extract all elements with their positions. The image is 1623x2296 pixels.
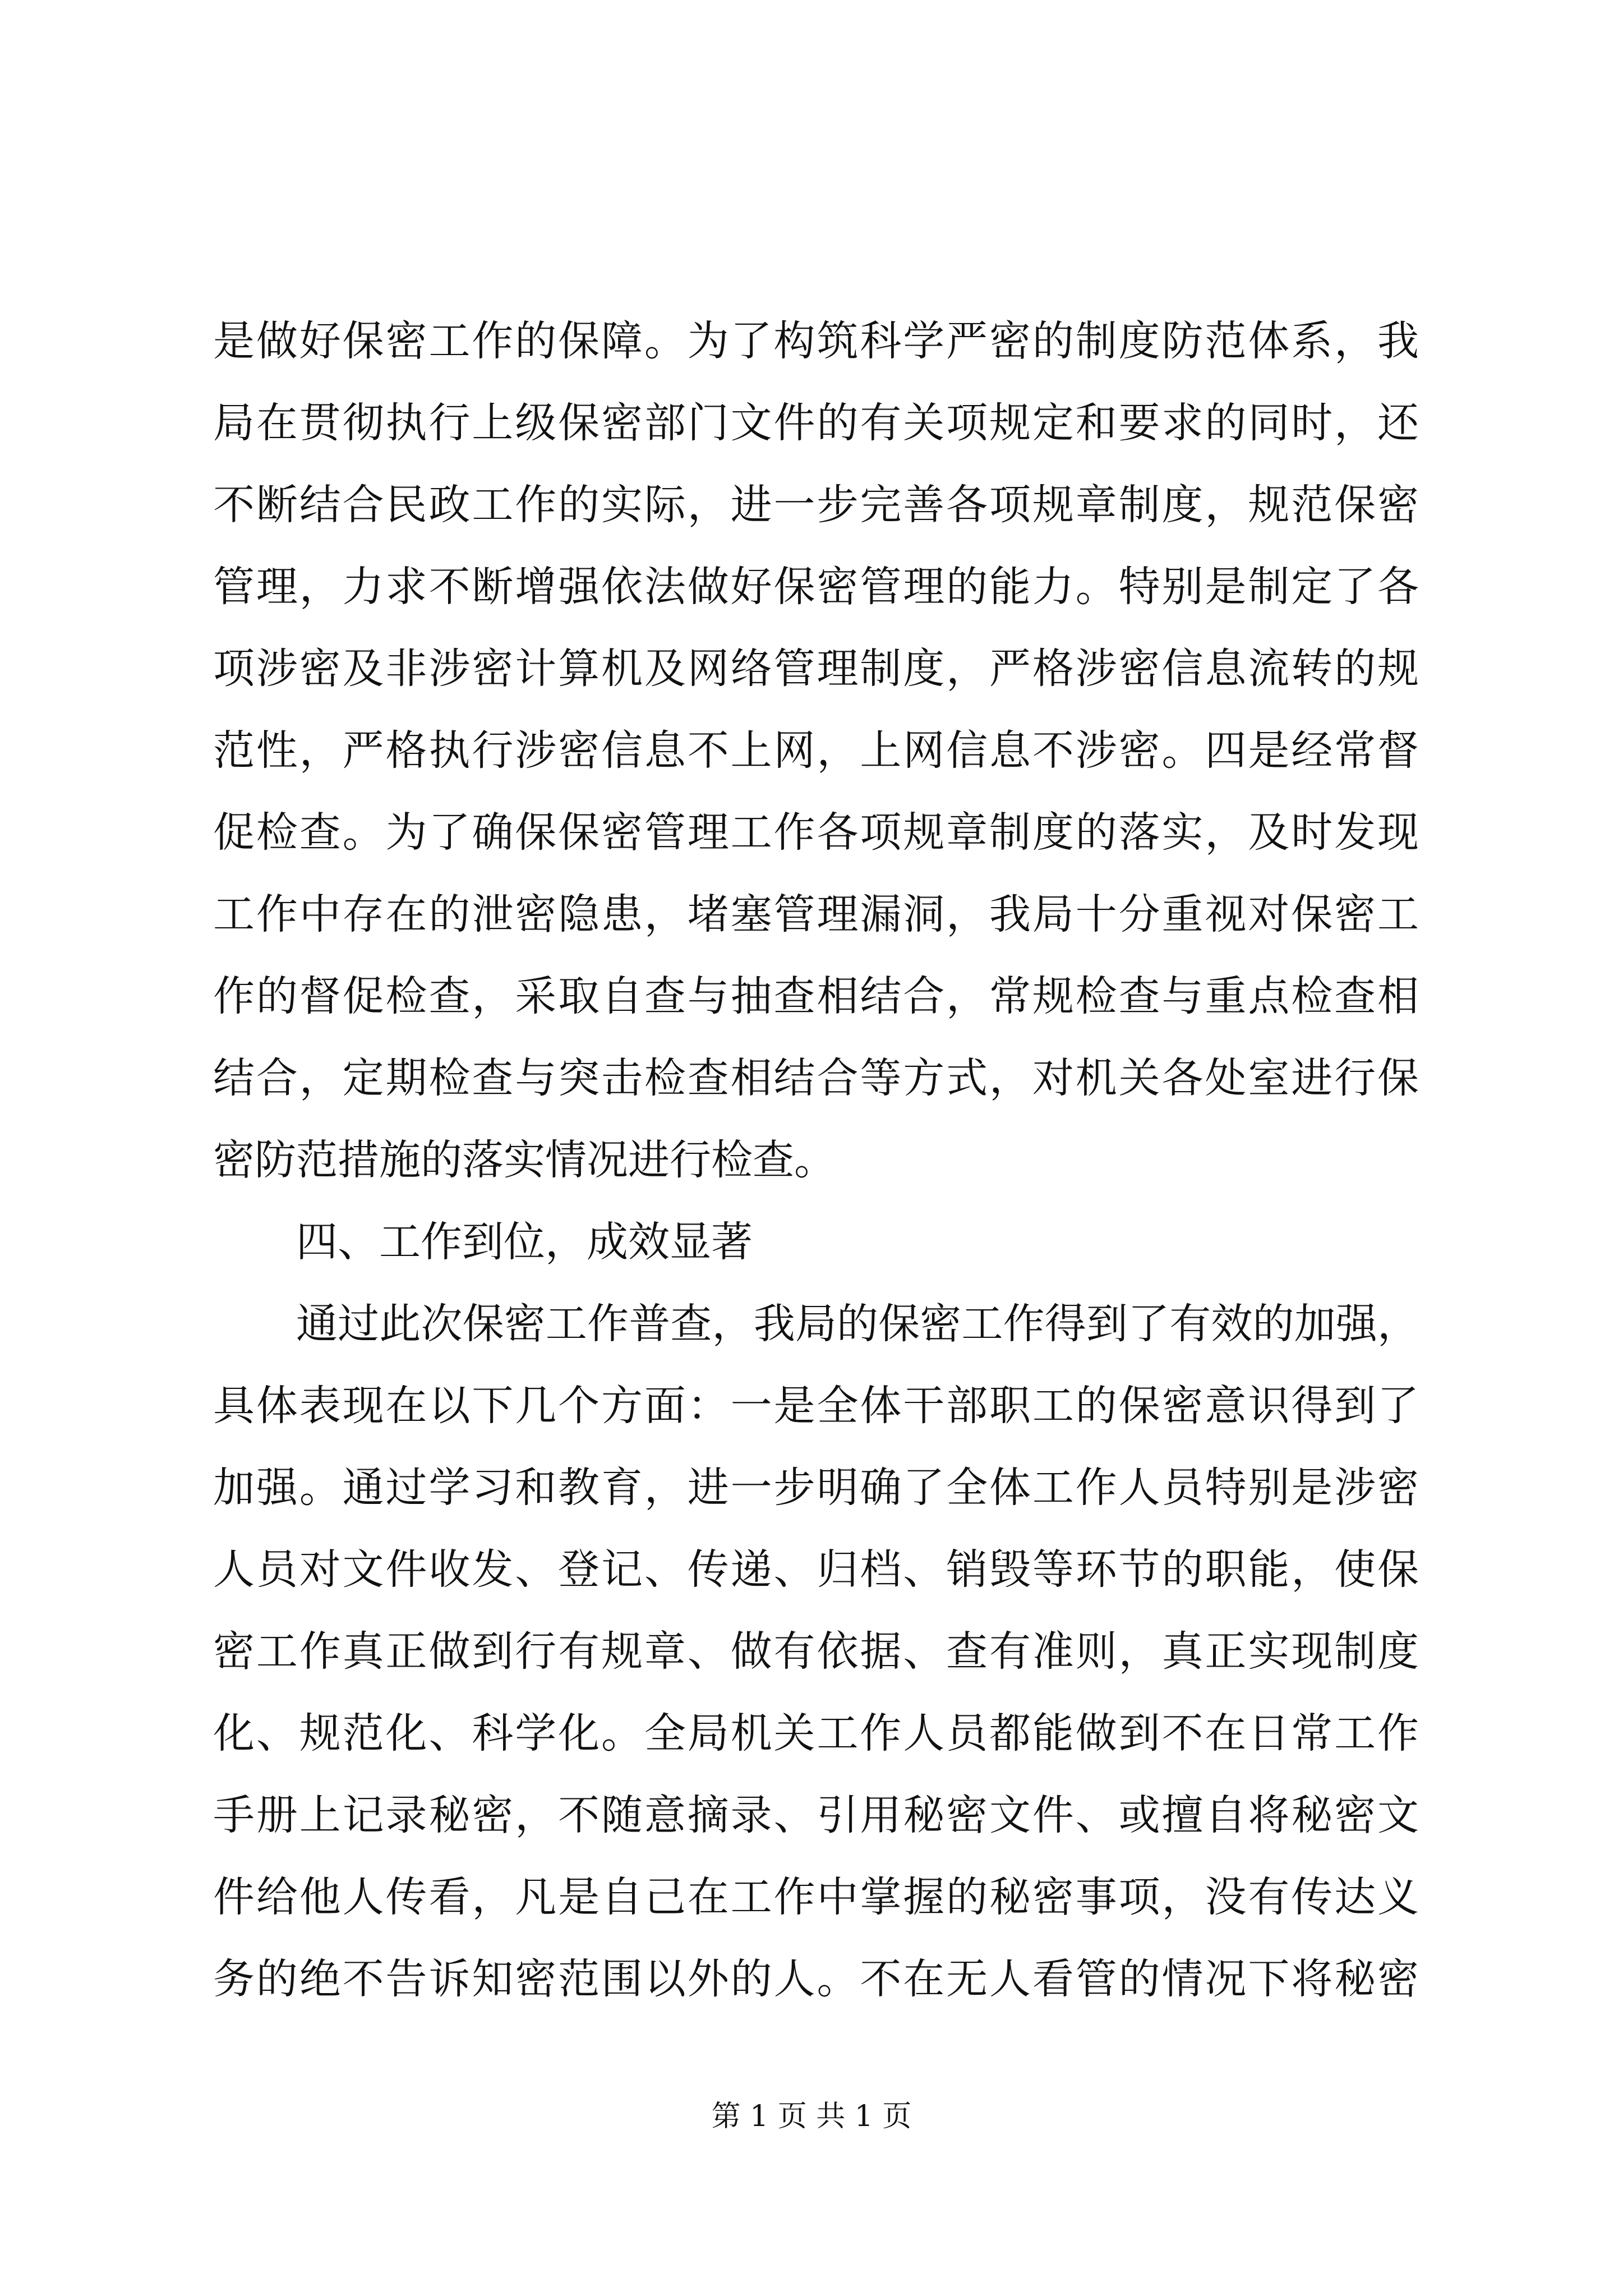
text-line: 作的督促检查，采取自查与抽查相结合，常规检查与重点检查相 [213, 972, 1419, 1020]
section-heading: 四、工作到位，成效显著 [296, 1218, 753, 1266]
text-line: 加强。通过学习和教育，进一步明确了全体工作人员特别是涉密 [213, 1464, 1419, 1512]
text-line: 是做好保密工作的保障。为了构筑科学严密的制度防范体系，我 [213, 317, 1419, 365]
text-line: 结合，定期检查与突击检查相结合等方式，对机关各处室进行保 [213, 1054, 1419, 1102]
text-line: 促检查。为了确保保密管理工作各项规章制度的落实，及时发现 [213, 808, 1419, 857]
text-line: 密工作真正做到行有规章、做有依据、查有准则，真正实现制度 [213, 1627, 1419, 1676]
text-line: 范性，严格执行涉密信息不上网，上网信息不涉密。四是经常督 [213, 726, 1419, 775]
text-line: 管理，力求不断增强依法做好保密管理的能力。特别是制定了各 [213, 563, 1419, 611]
text-line: 不断结合民政工作的实际，进一步完善各项规章制度，规范保密 [213, 481, 1419, 529]
document-body [213, 300, 1419, 2020]
text-line: 局在贯彻执行上级保密部门文件的有关项规定和要求的同时，还 [213, 399, 1419, 447]
text-line: 人员对文件收发、登记、传递、归档、销毁等环节的职能，使保 [213, 1545, 1419, 1594]
text-line: 件给他人传看，凡是自己在工作中掌握的秘密事项，没有传达义 [213, 1873, 1419, 1921]
text-line: 手册上记录秘密，不随意摘录、引用秘密文件、或擅自将秘密文 [213, 1791, 1419, 1839]
text-line: 具体表现在以下几个方面：一是全体干部职工的保密意识得到了 [213, 1382, 1419, 1430]
text-line: 化、规范化、科学化。全局机关工作人员都能做到不在日常工作 [213, 1709, 1419, 1757]
text-line: 通过此次保密工作普查，我局的保密工作得到了有效的加强， [296, 1300, 1419, 1348]
text-line: 务的绝不告诉知密范围以外的人。不在无人看管的情况下将秘密 [213, 1955, 1419, 2003]
text-line: 密防范措施的落实情况进行检查。 [213, 1136, 836, 1184]
text-line: 项涉密及非涉密计算机及网络管理制度，严格涉密信息流转的规 [213, 645, 1419, 693]
text-line: 工作中存在的泄密隐患，堵塞管理漏洞，我局十分重视对保密工 [213, 890, 1419, 938]
page-footer: 第 1 页 共 1 页 [711, 2100, 912, 2133]
